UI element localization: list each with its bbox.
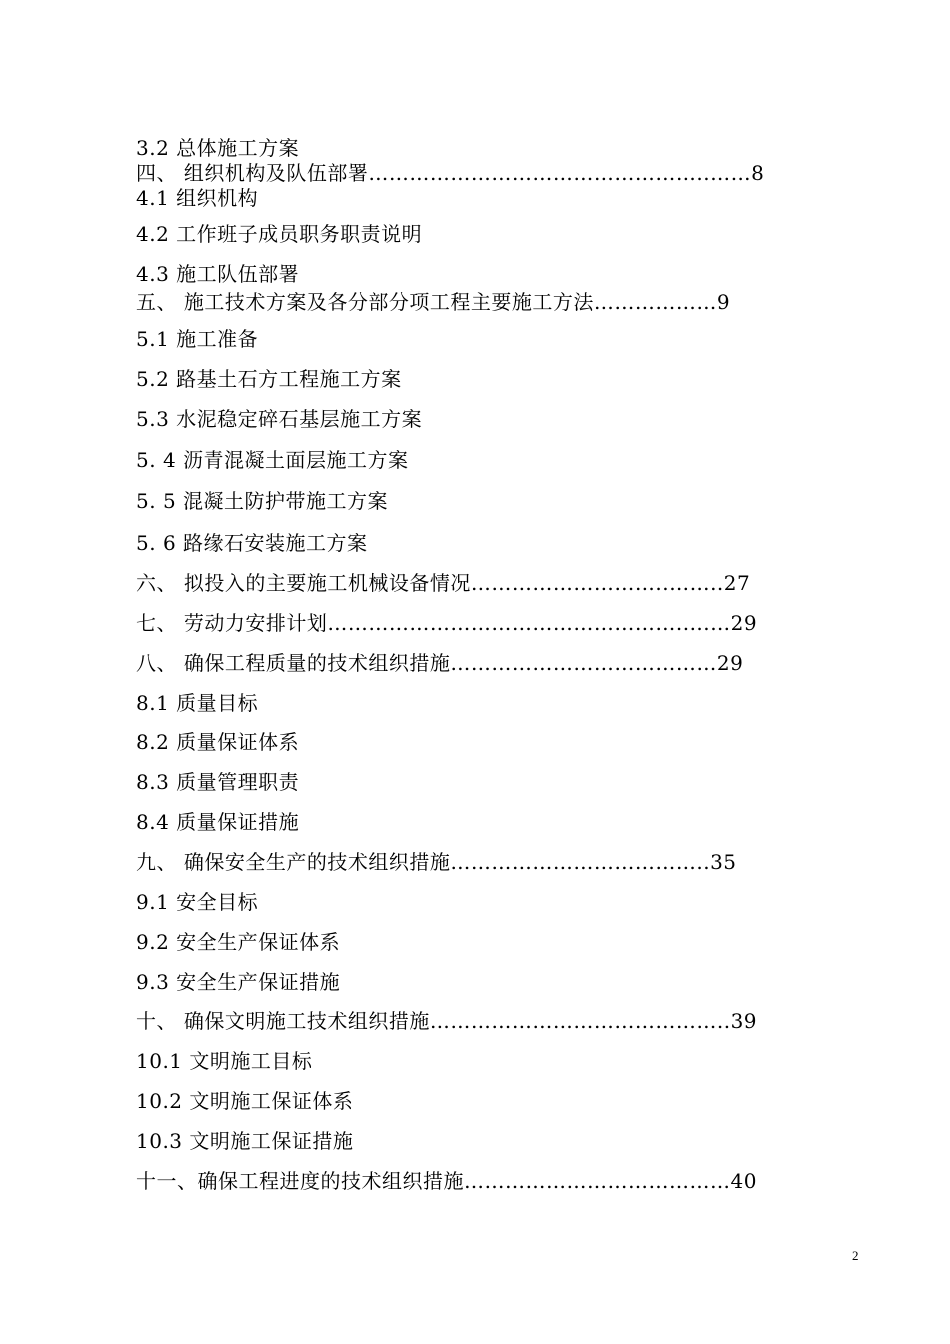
toc-entry: 5. 4 沥青混凝土面层施工方案 <box>136 448 409 472</box>
toc-entry: 四、 组织机构及队伍部署…………………………………………..……8 <box>136 161 765 185</box>
toc-entry: 10.1 文明施工目标 <box>136 1049 313 1073</box>
toc-entry: 4.2 工作班子成员职务职责说明 <box>136 222 423 246</box>
page-number: 2 <box>852 1248 859 1263</box>
toc-entry: 十、 确保文明施工技术组织措施……………………………………..39 <box>136 1009 758 1033</box>
toc-entry: 5. 6 路缘石安装施工方案 <box>136 531 368 555</box>
toc-entry: 六、 拟投入的主要施工机械设备情况………………………..……..27 <box>136 571 751 595</box>
toc-entry: 10.3 文明施工保证措施 <box>136 1129 354 1153</box>
toc-entry: 4.1 组织机构 <box>136 186 259 210</box>
toc-entry: 5.3 水泥稳定碎石基层施工方案 <box>136 407 423 431</box>
toc-entry: 9.1 安全目标 <box>136 890 259 914</box>
toc-entry: 9.2 安全生产保证体系 <box>136 930 341 954</box>
toc-entry: 5.1 施工准备 <box>136 327 259 351</box>
toc-entry: 5.2 路基土石方工程施工方案 <box>136 367 402 391</box>
toc-entry: 8.4 质量保证措施 <box>136 810 300 834</box>
toc-entry: 5. 5 混凝土防护带施工方案 <box>136 489 389 513</box>
toc-entry: 八、 确保工程质量的技术组织措施…………………………………29 <box>136 651 744 675</box>
toc-entry: 4.3 施工队伍部署 <box>136 262 300 286</box>
toc-entry: 九、 确保安全生产的技术组织措施………………………………..35 <box>136 850 737 874</box>
toc-entry: 3.2 总体施工方案 <box>136 136 300 160</box>
toc-entry: 10.2 文明施工保证体系 <box>136 1089 354 1113</box>
toc-entry: 五、 施工技术方案及各分部分项工程主要施工方法………………9 <box>136 290 731 314</box>
toc-entry: 8.1 质量目标 <box>136 691 259 715</box>
toc-entry: 8.3 质量管理职责 <box>136 770 300 794</box>
toc-entry: 8.2 质量保证体系 <box>136 730 300 754</box>
toc-entry: 十一、确保工程进度的技术组织措施…………………………………40 <box>136 1169 757 1193</box>
toc-entry: 9.3 安全生产保证措施 <box>136 970 341 994</box>
toc-entry: 七、 劳动力安排计划…………………………………………….....…29 <box>136 611 758 635</box>
